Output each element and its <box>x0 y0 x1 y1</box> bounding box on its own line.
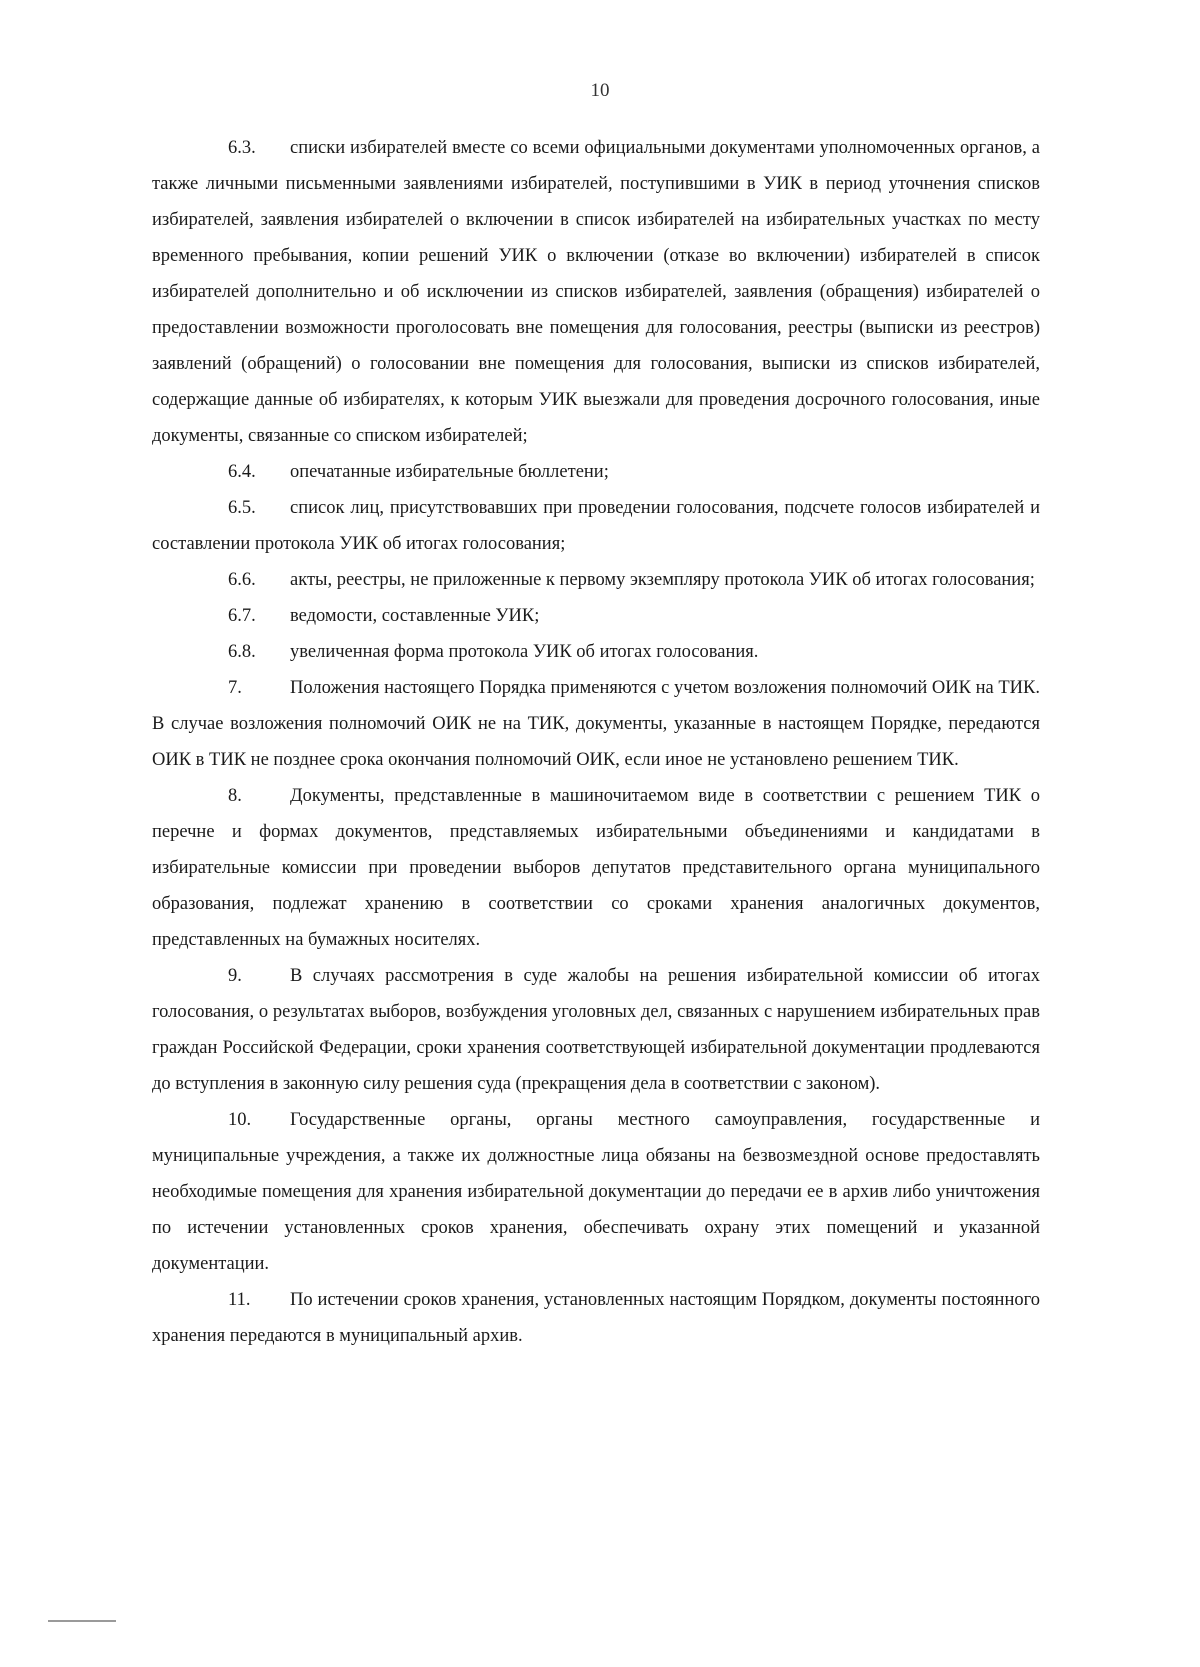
paragraph-text: акты, реестры, не приложенные к первому экземпляру протокола УИК об итогах голосования; <box>290 570 1035 590</box>
paragraph-number: 6.8. <box>228 642 256 662</box>
paragraph-11 <box>152 1282 1040 1354</box>
page-number: 10 <box>590 80 610 101</box>
paragraph-number: 6.4. <box>228 462 256 482</box>
paragraph-number: 7. <box>228 678 242 698</box>
paragraph-text: ведомости, составленные УИК; <box>290 606 540 626</box>
paragraph-number: 6.5. <box>228 498 256 518</box>
paragraph-number: 6.3. <box>228 138 256 158</box>
paragraph-7 <box>152 670 1040 778</box>
paragraph-number: 8. <box>228 786 242 806</box>
paragraph-text: увеличенная форма протокола УИК об итогах голосования. <box>290 642 759 662</box>
paragraph-text: список лиц, присутствовавших при проведении голосования, подсчете голосов избирателей и составлении протокола УИК об итогах голосования; <box>152 498 1040 554</box>
paragraph-6-5 <box>152 490 1040 562</box>
paragraph-6-6 <box>152 562 1040 598</box>
document-body <box>152 130 1040 1354</box>
paragraph-number: 11. <box>228 1290 251 1310</box>
paragraph-text: Документы, представленные в машиночитаемом виде в соответствии с решением ТИК о перечне и формах документов, представляемых избирательными объединениями и кандидатами в избирательные комиссии при проведении выборов депутатов представительного органа муниципального образования, подлежат хранению в соответствии со сроками хранения аналогичных документов, представленных на бумажных носителях. <box>152 786 1040 950</box>
paragraph-number: 10. <box>228 1110 252 1130</box>
scan-edge-mark <box>48 1620 116 1622</box>
paragraph-text: По истечении сроков хранения, установленных настоящим Порядком, документы постоянного хранения передаются в муниципальный архив. <box>152 1290 1040 1346</box>
paragraph-6-8 <box>152 634 1040 670</box>
paragraph-text: списки избирателей вместе со всеми официальными документами уполномоченных органов, а также личными письменными заявлениями избирателей, поступившими в УИК в период уточнения списков избирателей, заявления избирателей о включении в список избирателей на избирательных участках по месту временного пребывания, копии решений УИК о включении (отказе во включении) избирателей в список избирателей дополнительно и об исключении из списков избирателей, заявления (обращения) избирателей о предоставлении возможности проголосовать вне помещения для голосования, реестры (выписки из реестров) заявлений (обращений) о голосовании вне помещения для голосования, выписки из списков избирателей, содержащие данные об избирателях, к которым УИК выезжали для проведения досрочного голосования, иные документы, связанные со списком избирателей; <box>152 138 1040 446</box>
paragraph-text: В случаях рассмотрения в суде жалобы на решения избирательной комиссии об итогах голосования, о результатах выборов, возбуждения уголовных дел, связанных с нарушением избирательных прав граждан Российской Федерации, сроки хранения соответствующей избирательной документации продлеваются до вступления в законную силу решения суда (прекращения дела в соответствии с законом). <box>152 966 1040 1094</box>
paragraph-9 <box>152 958 1040 1102</box>
paragraph-number: 9. <box>228 966 242 986</box>
paragraph-6-4 <box>152 454 1040 490</box>
paragraph-6-3 <box>152 130 1040 454</box>
paragraph-10 <box>152 1102 1040 1282</box>
paragraph-text: Положения настоящего Порядка применяются с учетом возложения полномочий ОИК на ТИК. В случае возложения полномочий ОИК не на ТИК, документы, указанные в настоящем Порядке, передаются ОИК в ТИК не позднее срока окончания полномочий ОИК, если иное не установлено решением ТИК. <box>152 678 1040 770</box>
paragraph-8 <box>152 778 1040 958</box>
paragraph-text: Государственные органы, органы местного самоуправления, государственные и муниципальные учреждения, а также их должностные лица обязаны на безвозмездной основе предоставлять необходимые помещения для хранения избирательной документации до передачи ее в архив либо уничтожения по истечении установленных сроков хранения, обеспечивать охрану этих помещений и указанной документации. <box>152 1110 1040 1274</box>
paragraph-text: опечатанные избирательные бюллетени; <box>290 462 609 482</box>
paragraph-6-7 <box>152 598 1040 634</box>
paragraph-number: 6.6. <box>228 570 256 590</box>
paragraph-number: 6.7. <box>228 606 256 626</box>
